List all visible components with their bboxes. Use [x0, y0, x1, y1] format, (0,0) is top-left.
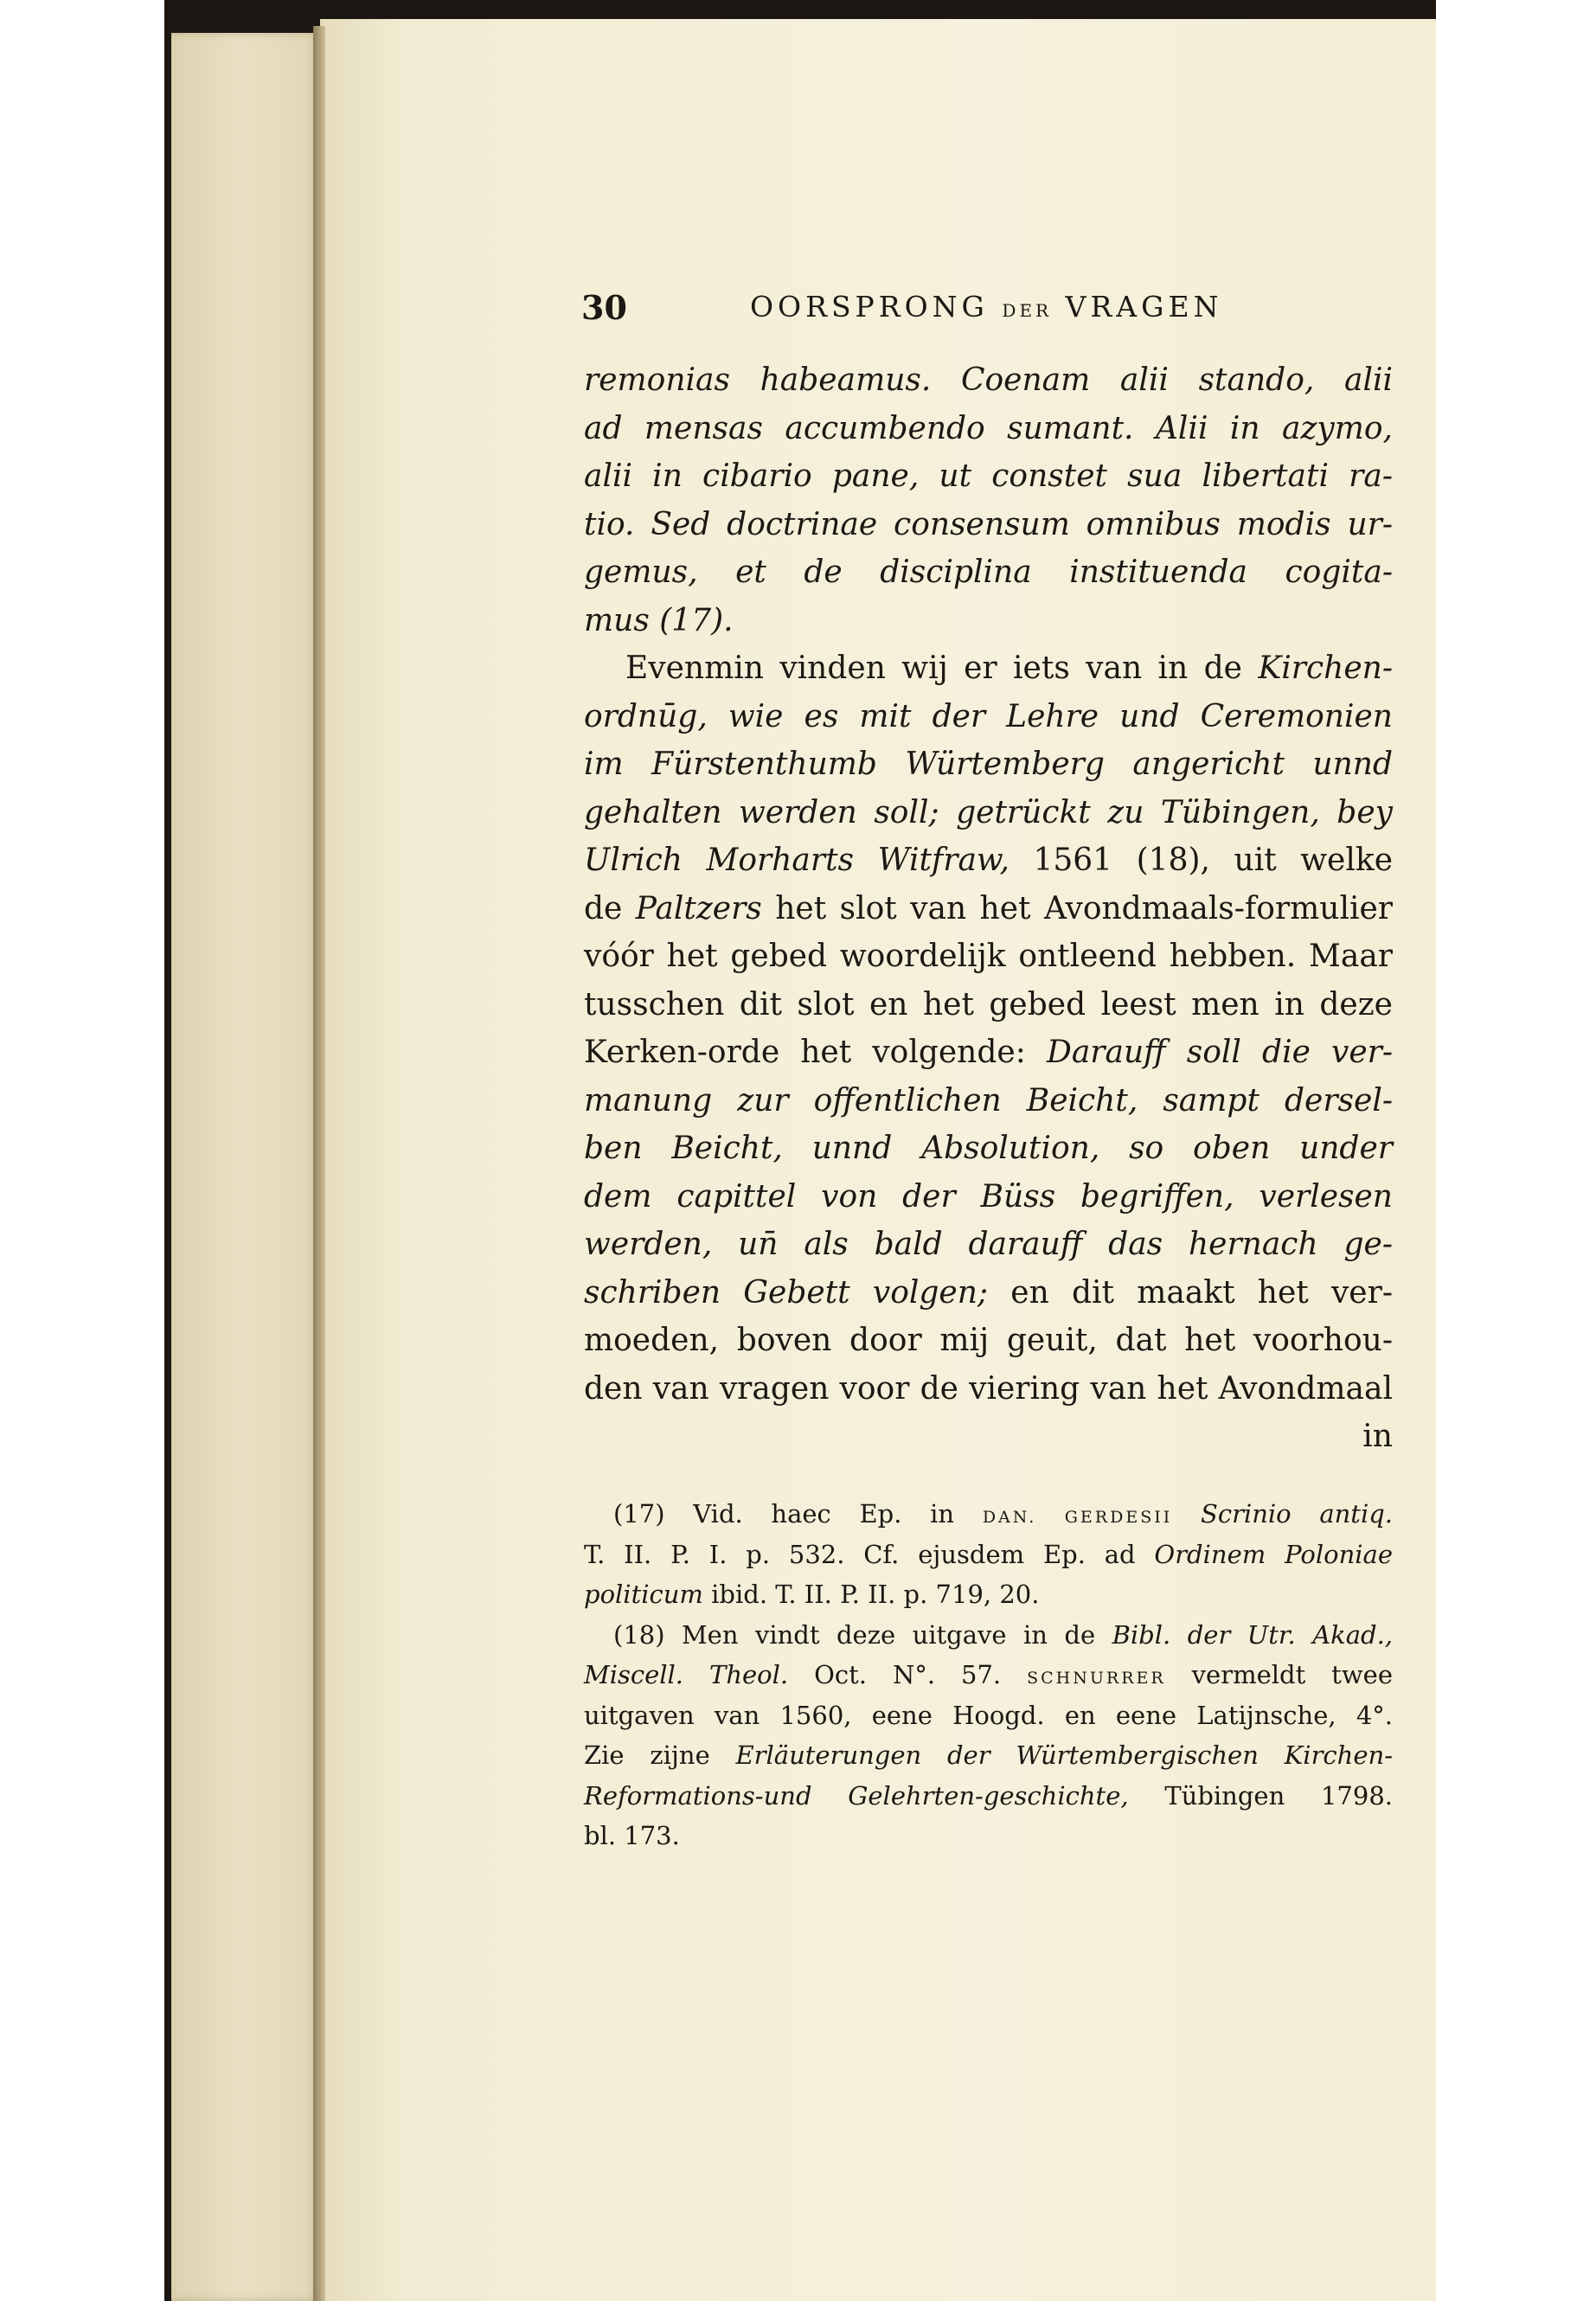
text-line: mus (17).	[584, 602, 734, 638]
text-span: T. II. P. I. p. 532. Cf. ejusdem Ep. ad	[584, 1539, 1155, 1569]
footnote-line	[584, 1535, 1393, 1575]
running-header	[581, 288, 1239, 331]
text-span: Kirchen-	[1258, 651, 1393, 686]
text-span: Erläuterungen der Würtembergischen Kirchen-	[735, 1740, 1393, 1770]
text-span: Tübingen 1798.	[1128, 1780, 1394, 1811]
text-line: dem capittel von der Büss begriffen, verlesen	[584, 1178, 1393, 1215]
text-line: alii in cibario pane, ut constet sua libertati ra-	[584, 458, 1393, 494]
footnote-line	[584, 1574, 1393, 1615]
text-line	[584, 1029, 1393, 1077]
text-line	[584, 885, 1393, 933]
text-line: ordnūg, wie es mit der Lehre und Ceremonien	[584, 698, 1393, 734]
title-word-1: OORSPRONG	[750, 290, 989, 324]
text-span: vermeldt twee	[1165, 1660, 1393, 1689]
title-word-2: DER	[1002, 300, 1053, 321]
text-span: DAN. GERDESII	[982, 1508, 1173, 1527]
text-span: Darauff soll die ver-	[1046, 1035, 1394, 1070]
text-span: 1561 (18), uit welke	[1009, 843, 1393, 878]
text-line: manung zur offentlichen Beicht, sampt dersel-	[584, 1082, 1393, 1118]
text-line: moeden, boven door mij geuit, dat het voorhou-	[584, 1323, 1393, 1358]
text-span: Ordinem Poloniae	[1154, 1539, 1393, 1569]
text-line: gemus, et de disciplina instituenda cogita-	[584, 554, 1393, 590]
text-span: Reformations-und Gelehrten-geschichte,	[584, 1780, 1129, 1811]
page-gutter	[313, 26, 325, 2301]
text-line: vóór het gebed woordelijk ontleend hebben. Maar	[584, 939, 1393, 974]
text-line	[584, 1269, 1393, 1317]
footnote-line	[584, 1655, 1393, 1695]
text-line: remonias habeamus. Coenam alii stando, alii	[584, 362, 1393, 398]
text-span: Bibl. der Utr. Akad.,	[1112, 1619, 1394, 1650]
footnote-line: bl. 173.	[584, 1821, 680, 1850]
text-line	[584, 836, 1393, 885]
text-line: ben Beicht, unnd Absolution, so oben under	[584, 1131, 1393, 1166]
text-span: SCHNURRER	[1027, 1669, 1166, 1688]
text-span: Kerken-orde het volgende:	[584, 1035, 1047, 1070]
footnote-line	[584, 1494, 1393, 1535]
footnote-line: uitgaven van 1560, eene Hoogd. en eene Latijnsche, 4°.	[584, 1700, 1393, 1730]
body-text	[584, 356, 1393, 1468]
text-line: werden, un̄ als bald darauff das hernach ge-	[584, 1227, 1393, 1262]
text-span: politicum	[584, 1580, 703, 1609]
text-span: schriben Gebett volgen;	[584, 1274, 989, 1311]
catchword: in	[1362, 1419, 1393, 1454]
text-span: (17) Vid. haec Ep. in	[613, 1499, 983, 1529]
title-word-3: VRAGEN	[1065, 290, 1223, 324]
running-title	[750, 290, 1222, 324]
text-span: Evenmin vinden wij er iets van in de	[625, 651, 1259, 686]
footnotes	[584, 1494, 1393, 1856]
page-number: 30	[581, 288, 627, 327]
text-span: en dit maakt het ver-	[988, 1274, 1393, 1311]
text-span: Scrinio antiq.	[1172, 1499, 1393, 1529]
text-span: de	[584, 890, 636, 926]
text-span: Zie zijne	[584, 1740, 736, 1770]
text-span: Miscell. Theol.	[584, 1660, 789, 1689]
text-line: im Fürstenthumb Würtemberg angericht unnd	[584, 747, 1393, 782]
text-span: het slot van het Avondmaals-formulier	[761, 890, 1394, 926]
footnote-line	[584, 1615, 1393, 1656]
text-span: ibid. T. II. P. II. p. 719, 20.	[702, 1580, 1040, 1609]
text-line: tio. Sed doctrinae consensum omnibus modis ur-	[584, 506, 1393, 542]
text-line: gehalten werden soll; getrückt zu Tübingen, bey	[584, 794, 1393, 830]
footnote-line	[584, 1735, 1393, 1776]
previous-page-edge	[171, 33, 320, 2301]
text-line: den van vragen voor de viering van het Avondmaal	[584, 1370, 1393, 1407]
text-span: Oct. N°. 57.	[788, 1660, 1028, 1689]
text-span: Paltzers	[635, 890, 762, 926]
text-span: Ulrich Morharts Witfraw,	[584, 843, 1010, 878]
text-line: tusschen dit slot en het gebed leest men in deze	[584, 986, 1393, 1022]
text-line: ad mensas accumbendo sumant. Alii in azymo,	[584, 410, 1393, 446]
text-span: (18) Men vindt deze uitgave in de	[613, 1619, 1112, 1650]
footnote-line	[584, 1776, 1393, 1817]
text-line	[584, 644, 1393, 693]
